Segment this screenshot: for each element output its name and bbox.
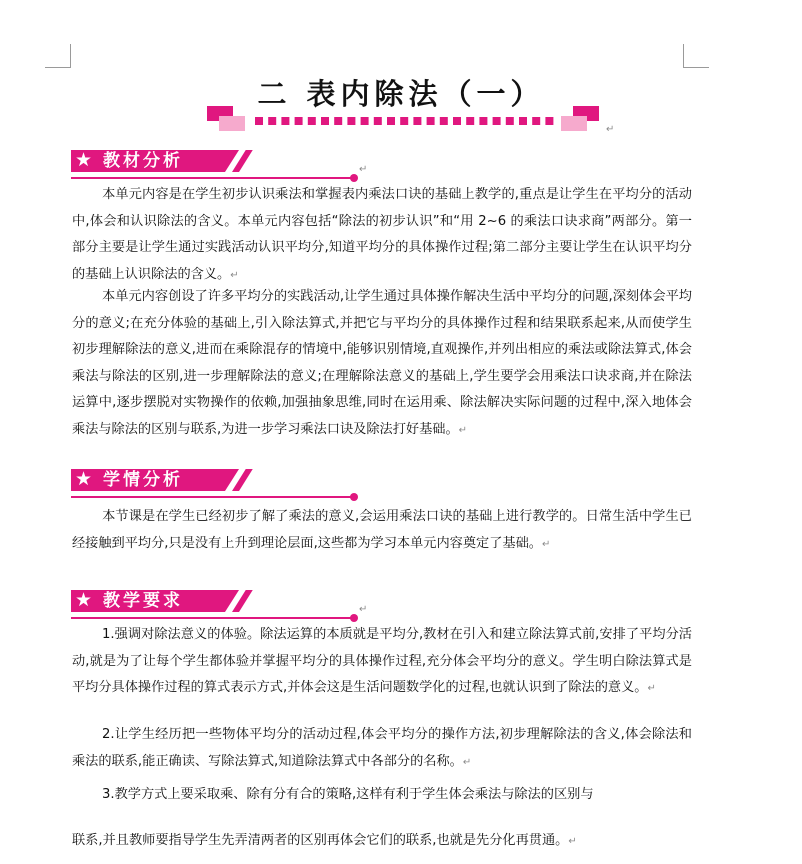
- crop-mark-top-left-vertical: [70, 44, 71, 68]
- title-deco-square: [281, 117, 289, 125]
- title-deco-block: [219, 116, 245, 131]
- title-deco-square: [413, 117, 421, 125]
- section-paragraph: 联系,并且教师要指导学生先弄清两者的区别再体会它们的联系,也就是先分化再贯通。↵: [72, 833, 577, 848]
- title-deco-square: [361, 117, 369, 125]
- section-paragraph: 本节课是在学生已经初步了解了乘法的意义,会运用乘法口诀的基础上进行教学的。日常生活中学生已经接触到平均分,只是没有上升到理论层面,这些都为学习本单元内容奠定了基础。↵: [72, 509, 692, 551]
- title-deco-square: [321, 117, 329, 125]
- title-deco-square: [453, 117, 461, 125]
- paragraph-mark: ↵: [359, 164, 368, 175]
- section-heading-label: 学情分析: [103, 470, 183, 490]
- title-deco-square: [466, 117, 474, 125]
- title-deco-square: [479, 117, 487, 125]
- page-title: 二 表内除法（一）: [257, 77, 545, 111]
- title-deco-square: [347, 117, 355, 125]
- crop-mark-top-left-horizontal: [45, 67, 71, 68]
- title-deco-square: [440, 117, 448, 125]
- section-paragraph: 本单元内容是在学生初步认识乘法和掌握表内乘法口诀的基础上教学的,重点是让学生在平均分的活动中,体会和认识除法的含义。本单元内容包括“除法的初步认识”和“用 2~6 的乘法口诀求商”两部分。第一部分主要是让学生通过实践活动认识平均分,知道平均分的具体操作过程;第二部分主要让学生在认识平均分的基础上认识除法的含义。↵: [72, 187, 692, 282]
- title-deco-square: [493, 117, 501, 125]
- title-deco-square: [400, 117, 408, 125]
- title-deco-square: [427, 117, 435, 125]
- crop-mark-top-right-horizontal: [683, 67, 709, 68]
- section-heading-label: 教材分析: [103, 151, 183, 171]
- title-deco-block: [561, 116, 587, 131]
- crop-mark-top-right-vertical: [683, 44, 684, 68]
- paragraph-mark: ↵: [359, 604, 368, 615]
- title-deco-square: [387, 117, 395, 125]
- title-deco-square: [545, 117, 553, 125]
- section-heading-learner-analysis: [71, 469, 361, 509]
- title-deco-square: [308, 117, 316, 125]
- section-paragraph: 2.让学生经历把一些物体平均分的活动过程,体会平均分的操作方法,初步理解除法的含义,体会除法和乘法的联系,能正确读、写除法算式,知道除法算式中各部分的名称。↵: [72, 727, 692, 769]
- title-deco-square: [295, 117, 303, 125]
- title-deco-square: [255, 117, 263, 125]
- star-icon: ★: [75, 589, 93, 611]
- title-deco-square: [519, 117, 527, 125]
- section-paragraph: 3.教学方式上要采取乘、除有分有合的策略,这样有利于学生体会乘法与除法的区别与: [102, 787, 594, 802]
- title-deco-square: [334, 117, 342, 125]
- section-paragraph: 1.强调对除法意义的体验。除法运算的本质就是平均分,教材在引入和建立除法算式前,安排了平均分活动,就是为了让每个学生都体验并掌握平均分的具体操作过程,充分体会平均分的意义。学生明白除法算式是平均分具体操作过程的算式表示方式,并体会这是生活问题数学化的过程,也就认识到了除法的意义。↵: [72, 627, 692, 695]
- title-deco-square: [532, 117, 540, 125]
- title-deco-square: [506, 117, 514, 125]
- star-icon: ★: [75, 149, 93, 171]
- title-deco-square: [268, 117, 276, 125]
- title-decoration: [205, 104, 615, 134]
- star-icon: ★: [75, 468, 93, 490]
- title-deco-squares: [255, 117, 553, 125]
- section-heading-label: 教学要求: [103, 591, 183, 611]
- title-deco-square: [374, 117, 382, 125]
- section-paragraph: 本单元内容创设了许多平均分的实践活动,让学生通过具体操作解决生活中平均分的问题,深刻体会平均分的意义;在充分体验的基础上,引入除法算式,并把它与平均分的具体操作过程和结果联系起来,从而使学生初步理解除法的意义,进而在乘除混存的情境中,能够识别情境,直观操作,并列出相应的乘法或除法算式,体会乘法与除法的区别,进一步理解除法的意义;在理解除法意义的基础上,学生要学会用乘法口诀求商,并在除法运算中,逐步摆脱对实物操作的依赖,加强抽象思维,同时在运用乘、除法解决实际问题的过程中,深入地体会乘法与除法的区别与联系,为进一步学习乘法口诀及除法打好基础。↵: [72, 289, 692, 437]
- paragraph-mark: ↵: [606, 124, 615, 135]
